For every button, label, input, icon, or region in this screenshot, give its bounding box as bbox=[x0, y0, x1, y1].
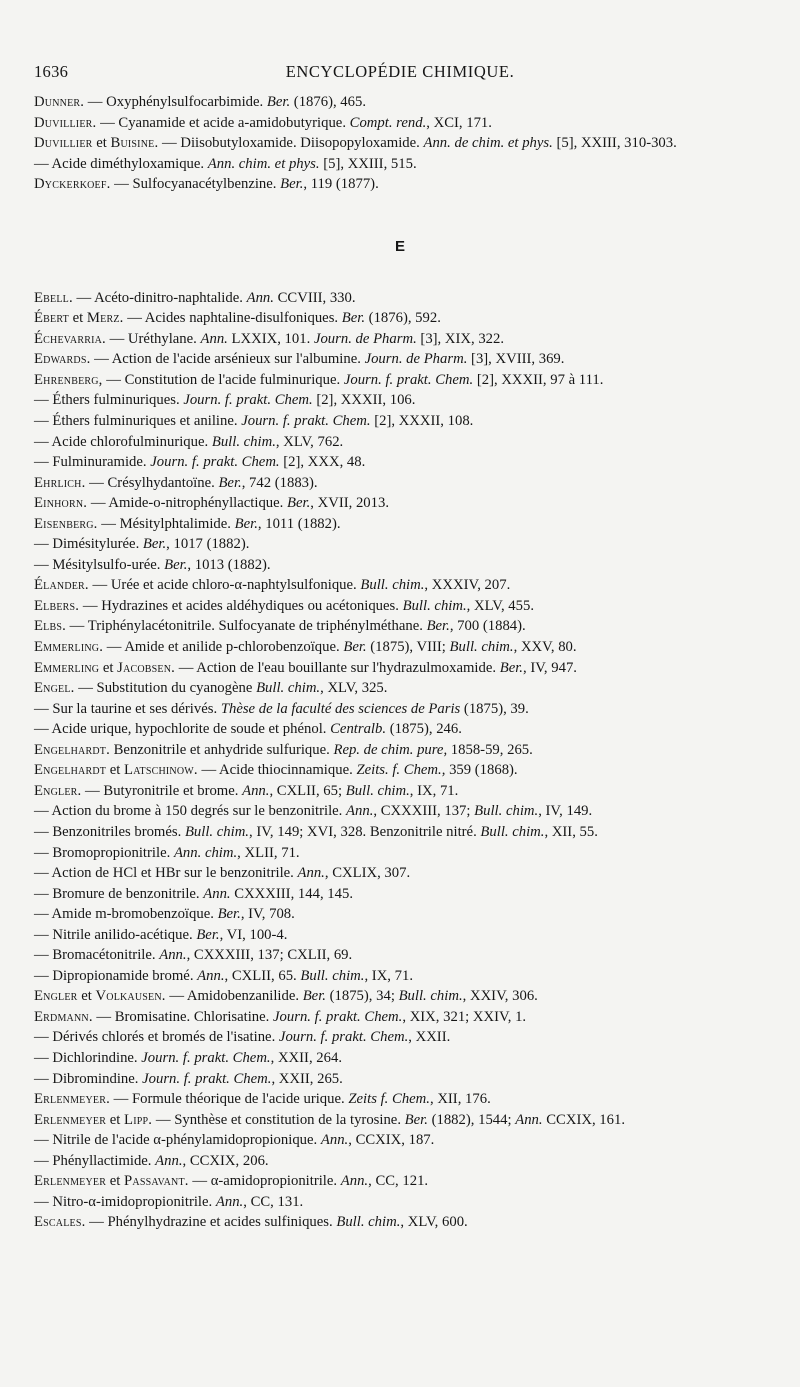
journal-title: Bull. chim. bbox=[398, 988, 463, 1005]
journal-title: Bull. chim. bbox=[256, 680, 321, 697]
entry-text: , XXII, 264. bbox=[270, 1049, 342, 1066]
journal-title: Bull. chim. bbox=[184, 823, 249, 840]
bibliography-entry bbox=[34, 760, 766, 781]
journal-title: Ber. bbox=[218, 474, 242, 491]
journal-title: Ann. bbox=[242, 782, 270, 799]
entry-text: (1875), 246. bbox=[386, 721, 462, 738]
entry-text: et bbox=[99, 659, 118, 676]
journal-title: Bull. chim. bbox=[360, 577, 425, 594]
entry-text: — Acide urique, hypochlorite de soude et phénol. bbox=[34, 721, 331, 738]
journal-title: Ann. bbox=[200, 330, 228, 347]
entry-text: — Phénylhydrazine et acides sulfiniques. bbox=[85, 1214, 337, 1231]
journal-title: Ann. bbox=[297, 865, 325, 882]
bibliography-entry bbox=[34, 452, 766, 473]
author-name: Ébert bbox=[34, 310, 69, 327]
entry-text: , CCXIX, 187. bbox=[348, 1132, 435, 1149]
bibliography-entry bbox=[34, 843, 766, 864]
entry-text: , IV, 708. bbox=[240, 906, 295, 923]
entry-text: — Dimésitylurée. bbox=[34, 536, 143, 553]
entry-text: — Bromure de benzonitrile. bbox=[34, 885, 204, 902]
journal-title: Ann. chim. bbox=[173, 844, 238, 861]
entry-text: — Dérivés chlorés et bromés de l'isatine. bbox=[34, 1029, 279, 1046]
bibliography-entry bbox=[34, 822, 766, 843]
entry-text: CCXIX, 161. bbox=[542, 1111, 625, 1128]
author-name: Escales. bbox=[34, 1214, 86, 1231]
bibliography-entry bbox=[34, 945, 766, 966]
entry-text: — Éthers fulminuriques et aniline. bbox=[34, 413, 242, 430]
bibliography-entry bbox=[34, 473, 766, 494]
journal-title: Bull. chim. bbox=[211, 433, 276, 450]
journal-title: Journ. f. prakt. Chem. bbox=[141, 1049, 271, 1066]
journal-title: Ber. bbox=[341, 310, 365, 327]
bibliography-entry bbox=[34, 534, 766, 555]
entry-text: , XLII, 71. bbox=[237, 844, 300, 861]
bibliography-entry bbox=[34, 113, 766, 134]
entry-text: , XXII, 265. bbox=[271, 1070, 343, 1087]
entry-text: , IX, 71. bbox=[364, 967, 413, 984]
bibliography-entry bbox=[34, 740, 766, 761]
bibliography-entry bbox=[34, 390, 766, 411]
author-name: Engel. bbox=[34, 680, 75, 697]
entry-text: , XXIV, 306. bbox=[462, 988, 538, 1005]
entry-text: — Amide m-bromobenzoïque. bbox=[34, 906, 218, 923]
entry-text: , IV, 947. bbox=[522, 659, 577, 676]
author-name: Elbs. bbox=[34, 618, 66, 635]
author-name: Buisine. bbox=[110, 135, 159, 152]
bibliography-entry bbox=[34, 349, 766, 370]
journal-title: Compt. rend. bbox=[349, 114, 427, 131]
entry-text: , CC, 131. bbox=[243, 1193, 304, 1210]
journal-title: Ber. bbox=[302, 988, 326, 1005]
entry-text: , XLV, 455. bbox=[466, 597, 534, 614]
bibliography-entry bbox=[34, 1110, 766, 1131]
journal-title: Bull. chim. bbox=[449, 639, 514, 656]
entry-text: , XIX, 321; XXIV, 1. bbox=[402, 1008, 527, 1025]
entry-text: (1875), 34; bbox=[325, 988, 399, 1005]
entry-text: (1876), 465. bbox=[290, 94, 367, 110]
author-name: Eisenberg. bbox=[34, 515, 98, 532]
journal-title: Thèse de la faculté des sciences de Paris bbox=[220, 700, 461, 717]
journal-title: Bull. chim. bbox=[345, 782, 410, 799]
journal-title: Journ. de Pharm. bbox=[313, 330, 417, 347]
journal-title: Journ. de Pharm. bbox=[364, 351, 468, 368]
journal-title: Ber. bbox=[404, 1111, 428, 1128]
entry-text: — Amide-o-nitrophényllactique. bbox=[87, 495, 288, 512]
page-number: 1636 bbox=[34, 62, 69, 81]
journal-title: Bull. chim. bbox=[336, 1214, 401, 1231]
entry-text: , VI, 100-4. bbox=[219, 926, 288, 943]
journal-title: Bull. chim. bbox=[474, 803, 539, 820]
entry-text: , XXII. bbox=[408, 1029, 451, 1046]
entry-text: [3], XVIII, 369. bbox=[467, 351, 565, 368]
journal-title: Journ. f. prakt. Chem. bbox=[150, 454, 280, 471]
author-name: Dyckerkoef. bbox=[34, 176, 111, 193]
entry-text: — Butyronitrile et brome. bbox=[81, 782, 243, 799]
journal-title: Journ. f. prakt. Chem. bbox=[343, 371, 474, 388]
bibliography-entry bbox=[34, 1212, 766, 1233]
author-name: Emmerling bbox=[34, 659, 100, 676]
journal-title: Ber. bbox=[164, 556, 188, 573]
bibliography-entry bbox=[34, 154, 766, 175]
bibliography-entry bbox=[34, 1007, 766, 1028]
entry-text: et bbox=[106, 1111, 125, 1128]
journal-title: Zeits. f. Chem., bbox=[356, 762, 446, 779]
entry-text: — Crésylhydantoïne. bbox=[85, 474, 219, 491]
bibliography-entry bbox=[34, 884, 766, 905]
entry-text: , CCXIX, 206. bbox=[182, 1152, 269, 1169]
entry-text: , CXLII, 65; bbox=[269, 782, 346, 799]
journal-title: Journ. f. prakt. Chem. bbox=[241, 413, 371, 430]
entry-text: — Constitution de l'acide fulminurique. bbox=[102, 371, 344, 388]
entry-text: , XII, 55. bbox=[544, 823, 598, 840]
journal-title: Ann. bbox=[320, 1132, 349, 1149]
journal-title: Rep. de chim. pure, bbox=[333, 741, 448, 758]
journal-title: Ber. bbox=[280, 176, 304, 193]
author-name: Ehrlich. bbox=[34, 474, 86, 491]
entry-text: — Sur la taurine et ses dérivés. bbox=[34, 700, 221, 717]
bibliography-entry bbox=[34, 719, 766, 740]
entry-text: — Nitrile de l'acide α-phénylamidopropionique. bbox=[34, 1132, 321, 1149]
bibliography-entry bbox=[34, 174, 766, 195]
entry-text: [5], XXIII, 310-303. bbox=[552, 135, 677, 152]
entry-text: et bbox=[77, 988, 96, 1005]
bibliography-entry bbox=[34, 514, 766, 535]
entry-text: [2], XXXII, 108. bbox=[370, 413, 474, 430]
entry-text: — Action de l'eau bouillante sur l'hydrazulmoxamide. bbox=[175, 659, 500, 676]
entry-text: 359 (1868). bbox=[445, 762, 518, 779]
entry-text: , CXLII, 65. bbox=[224, 967, 301, 984]
journal-title: Ann. de chim. et phys. bbox=[423, 135, 553, 152]
entry-text: [2], XXXII, 106. bbox=[312, 392, 416, 409]
author-name: Latschinow. bbox=[124, 762, 198, 779]
journal-title: Ber. bbox=[142, 536, 167, 553]
entry-text: — Bromacétonitrile. bbox=[34, 947, 160, 964]
journal-title: Ann. bbox=[346, 803, 374, 820]
entry-text: , CXXXIII, 137; bbox=[373, 803, 475, 820]
entry-text: — Amide et anilide p-chlorobenzoïque. bbox=[103, 639, 344, 656]
bibliography-entry bbox=[34, 801, 766, 822]
entry-text: LXXIX, 101. bbox=[227, 330, 314, 347]
journal-title: Ber. bbox=[234, 515, 258, 532]
entry-text: et bbox=[92, 135, 111, 152]
entry-text: — Bromisatine. Chlorisatine. bbox=[92, 1008, 274, 1025]
entry-text: , XLV, 325. bbox=[320, 680, 388, 697]
entry-text: — Formule théorique de l'acide urique. bbox=[109, 1091, 349, 1108]
author-name: Duvillier bbox=[34, 135, 93, 152]
entry-text: (1876), 592. bbox=[365, 310, 441, 327]
author-name: Dunner. bbox=[34, 94, 85, 110]
entry-text: [3], XIX, 322. bbox=[416, 330, 505, 347]
entry-text: — Acide thiocinnamique. bbox=[197, 762, 357, 779]
bibliography-entry bbox=[34, 904, 766, 925]
bibliography-entry bbox=[34, 1151, 766, 1172]
journal-title: Ann. bbox=[246, 289, 274, 306]
entry-text: , 1013 (1882). bbox=[187, 556, 271, 573]
author-name: Volkausen. bbox=[95, 988, 166, 1005]
journal-title: Ber. bbox=[266, 94, 291, 110]
entry-text: — Dipropionamide bromé. bbox=[34, 967, 198, 984]
entry-text: — Substitution du cyanogène bbox=[74, 680, 257, 697]
entry-text: — Cyanamide et acide a-amidobutyrique. bbox=[96, 114, 350, 131]
entry-text: et bbox=[106, 762, 125, 779]
entry-text: — Triphénylacétonitrile. Sulfocyanate de triphénylméthane. bbox=[65, 618, 427, 635]
entry-text: , 1017 (1882). bbox=[166, 536, 250, 553]
bibliography-entry bbox=[34, 575, 766, 596]
author-name: Elbers. bbox=[34, 597, 80, 614]
entry-text: — Acide diméthyloxamique. bbox=[34, 155, 208, 172]
entry-text: , XXV, 80. bbox=[513, 639, 577, 656]
bibliography-entry bbox=[34, 1130, 766, 1151]
author-name: Einhorn. bbox=[34, 495, 88, 512]
journal-title: Bull. chim. bbox=[300, 967, 365, 984]
author-name: Erlenmeyer. bbox=[34, 1091, 110, 1108]
entry-text: , IV, 149. bbox=[538, 803, 593, 820]
section-letter-heading: E bbox=[394, 237, 405, 255]
journal-title: Ann. chim. et phys. bbox=[207, 155, 320, 172]
entry-text: , CXLIX, 307. bbox=[324, 865, 411, 882]
entry-text: , XXXIV, 207. bbox=[424, 577, 511, 594]
bibliography-entry bbox=[34, 411, 766, 432]
entry-text: — Mésitylsulfo-urée. bbox=[34, 556, 165, 573]
journal-title: Ann. bbox=[197, 967, 225, 984]
entry-text: , XCI, 171. bbox=[426, 114, 492, 131]
journal-title: Journ. f. prakt. Chem. bbox=[278, 1029, 409, 1046]
bibliography-entry bbox=[34, 432, 766, 453]
author-name: Merz. bbox=[86, 310, 124, 327]
journal-title: Journ. f. prakt. Chem. bbox=[142, 1070, 272, 1087]
entry-text: , XLV, 762. bbox=[275, 433, 344, 450]
entry-text: — Amidobenzanilide. bbox=[165, 988, 303, 1005]
entry-text: — Benzonitriles bromés. bbox=[34, 823, 185, 840]
entry-text: CXXXIII, 144, 145. bbox=[230, 885, 353, 902]
journal-title: Ann. bbox=[159, 947, 187, 964]
bibliography-entry bbox=[34, 329, 766, 350]
author-name: Engelhardt. bbox=[34, 741, 110, 758]
entry-text: — Sulfocyanacétylbenzine. bbox=[110, 176, 281, 193]
journal-title: Ber. bbox=[343, 639, 367, 656]
entry-text: — Acide chlorofulminurique. bbox=[34, 433, 212, 450]
author-name: Échevarria. bbox=[34, 330, 106, 347]
bibliography-section-d bbox=[34, 92, 766, 195]
entry-text: , 700 (1884). bbox=[449, 618, 526, 635]
entry-text: , CXXXIII, 137; CXLII, 69. bbox=[186, 947, 353, 964]
entry-text: , XVII, 2013. bbox=[310, 495, 389, 512]
entry-text: — Dichlorindine. bbox=[34, 1049, 142, 1066]
journal-title: Ann. bbox=[215, 1193, 244, 1210]
journal-title: Bull. chim. bbox=[402, 597, 467, 614]
bibliography-entry bbox=[34, 678, 766, 699]
entry-text: — Éthers fulminuriques. bbox=[34, 392, 184, 409]
entry-text: — Action de l'acide arsénieux sur l'albumine. bbox=[90, 351, 365, 368]
entry-text: — Uréthylane. bbox=[105, 330, 201, 347]
entry-text: , CC, 121. bbox=[368, 1173, 429, 1190]
entry-text: — Phényllactimide. bbox=[34, 1152, 156, 1169]
journal-title: Journ. f. prakt. Chem. bbox=[183, 392, 313, 409]
author-name: Ehrenberg, bbox=[34, 371, 103, 388]
page-header bbox=[34, 62, 766, 92]
bibliography-entry bbox=[34, 658, 766, 679]
entry-text: — Action de HCl et HBr sur le benzonitrile. bbox=[34, 865, 298, 882]
entry-text: et bbox=[106, 1173, 125, 1190]
entry-text: — Diisobutyloxamide. Diisopopyloxamide. bbox=[158, 135, 424, 152]
bibliography-entry bbox=[34, 863, 766, 884]
author-name: Ebell. bbox=[34, 289, 73, 306]
running-title: ENCYCLOPÉDIE CHIMIQUE. bbox=[285, 62, 515, 81]
bibliography-entry bbox=[34, 1069, 766, 1090]
author-name: Erlenmeyer bbox=[34, 1173, 107, 1190]
journal-title: Ann. bbox=[515, 1111, 543, 1128]
author-name: Élander. bbox=[34, 577, 89, 594]
entry-text: — Mésitylphtalimide. bbox=[97, 515, 235, 532]
bibliography-entry bbox=[34, 1027, 766, 1048]
entry-text: (1875), VIII; bbox=[366, 639, 450, 656]
bibliography-entry bbox=[34, 1089, 766, 1110]
bibliography-entry bbox=[34, 986, 766, 1007]
bibliography-entry bbox=[34, 1048, 766, 1069]
entry-text: — Nitrile anilido-acétique. bbox=[34, 926, 197, 943]
journal-title: Ber. bbox=[426, 618, 450, 635]
journal-title: Bull. chim. bbox=[480, 823, 545, 840]
bibliography-entry bbox=[34, 637, 766, 658]
entry-text: CCVIII, 330. bbox=[273, 289, 356, 306]
author-name: Emmerling. bbox=[34, 639, 104, 656]
bibliography-entry bbox=[34, 288, 766, 309]
entry-text: et bbox=[68, 310, 87, 327]
bibliography-entry bbox=[34, 966, 766, 987]
entry-text: [5], XXIII, 515. bbox=[319, 155, 417, 172]
entry-text: , XII, 176. bbox=[429, 1091, 491, 1108]
bibliography-entry bbox=[34, 699, 766, 720]
journal-title: Journ. f. prakt. Chem. bbox=[273, 1008, 403, 1025]
entry-text: — Oxyphénylsulfocarbimide. bbox=[84, 94, 267, 110]
entry-text: — Urée et acide chloro-α-naphtylsulfonique. bbox=[88, 577, 361, 594]
bibliography-section-e bbox=[34, 288, 766, 1233]
author-name: Passavant. bbox=[124, 1173, 189, 1190]
journal-title: Centralb. bbox=[330, 721, 387, 738]
entry-text: [2], XXXII, 97 à 111. bbox=[473, 371, 604, 388]
entry-text: (1875), 39. bbox=[460, 700, 529, 717]
author-name: Edwards. bbox=[34, 351, 91, 368]
bibliography-entry bbox=[34, 1192, 766, 1213]
author-name: Erlenmeyer bbox=[34, 1111, 107, 1128]
entry-text: — Bromopropionitrile. bbox=[34, 844, 174, 861]
entry-text: , 742 (1883). bbox=[241, 474, 318, 491]
author-name: Jacobsen. bbox=[117, 659, 176, 676]
bibliography-entry bbox=[34, 781, 766, 802]
entry-text: , IV, 149; XVI, 328. Benzonitrile nitré. bbox=[248, 823, 481, 840]
entry-text: [2], XXX, 48. bbox=[279, 454, 366, 471]
entry-text: — Synthèse et constitution de la tyrosine. bbox=[152, 1111, 405, 1128]
entry-text: — Hydrazines et acides aldéhydiques ou acétoniques. bbox=[79, 597, 403, 614]
author-name: Lipp. bbox=[124, 1111, 153, 1128]
entry-text: , 119 (1877). bbox=[303, 176, 379, 193]
bibliography-entry bbox=[34, 133, 766, 154]
author-name: Duvillier. bbox=[34, 114, 97, 131]
entry-text: Benzonitrile et anhydride sulfurique. bbox=[109, 741, 334, 758]
entry-text: , 1011 (1882). bbox=[257, 515, 341, 532]
bibliography-entry bbox=[34, 596, 766, 617]
journal-title: Ber. bbox=[499, 659, 523, 676]
journal-title: Ber. bbox=[287, 495, 311, 512]
bibliography-entry bbox=[34, 616, 766, 637]
journal-title: Ann. bbox=[203, 885, 231, 902]
entry-text: — α-amidopropionitrile. bbox=[188, 1173, 341, 1190]
journal-title: Ann. bbox=[155, 1152, 183, 1169]
entry-text: , XLV, 600. bbox=[400, 1214, 468, 1231]
journal-title: Zeits f. Chem. bbox=[348, 1091, 430, 1108]
entry-text: — Fulminuramide. bbox=[34, 454, 151, 471]
bibliography-entry bbox=[34, 493, 766, 514]
bibliography-entry bbox=[34, 925, 766, 946]
entry-text: — Acéto-dinitro-naphtalide. bbox=[72, 289, 247, 306]
bibliography-entry bbox=[34, 92, 766, 113]
bibliography-entry bbox=[34, 1171, 766, 1192]
entry-text: — Dibromindine. bbox=[34, 1070, 143, 1087]
journal-title: Ann. bbox=[340, 1173, 369, 1190]
author-name: Erdmann. bbox=[34, 1008, 93, 1025]
entry-text: (1882), 1544; bbox=[427, 1111, 516, 1128]
entry-text: — Acides naphtaline-disulfoniques. bbox=[123, 310, 342, 327]
entry-text: — Nitro-α-imidopropionitrile. bbox=[34, 1193, 216, 1210]
journal-title: Ber. bbox=[196, 926, 220, 943]
journal-title: Ber. bbox=[217, 906, 241, 923]
author-name: Engler. bbox=[34, 782, 82, 799]
author-name: Engelhardt bbox=[34, 762, 107, 779]
author-name: Engler bbox=[34, 988, 78, 1005]
entry-text: 1858-59, 265. bbox=[447, 741, 533, 758]
entry-text: , IX, 71. bbox=[409, 782, 459, 799]
bibliography-entry bbox=[34, 370, 766, 391]
entry-text: — Action du brome à 150 degrés sur le benzonitrile. bbox=[34, 803, 347, 820]
bibliography-entry bbox=[34, 308, 766, 329]
bibliography-entry bbox=[34, 555, 766, 576]
